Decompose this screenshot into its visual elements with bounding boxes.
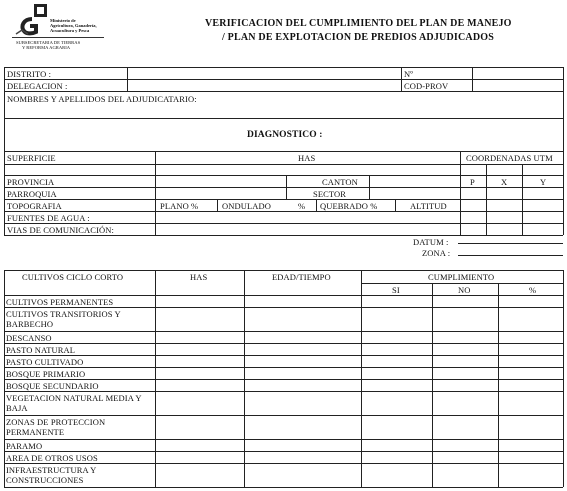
table-row-label: INFRAESTRUCTURA Y CONSTRUCCIONES xyxy=(6,465,97,485)
provincia-field[interactable] xyxy=(156,176,285,187)
sector-label: SECTOR xyxy=(313,189,347,199)
parroquia-label: PARROQUIA xyxy=(7,189,57,199)
parroquia-field[interactable] xyxy=(156,188,285,199)
sub-line-2: Y REFORMA AGRARIA xyxy=(22,45,71,50)
distrito-label: DISTRITO : xyxy=(7,69,52,79)
ministry-emblem-icon xyxy=(14,4,54,38)
vias-field[interactable] xyxy=(156,224,459,235)
page-title-line-1: VERIFICACION DEL CUMPLIMIENTO DEL PLAN DE MANEJO xyxy=(205,18,512,29)
plano-label: PLANO % xyxy=(160,201,199,211)
datum-label: DATUM : xyxy=(413,237,449,247)
ministry-line-3: Acuacultura y Pesca xyxy=(50,28,90,33)
table-row-label: PASTO CULTIVADO xyxy=(6,357,84,367)
numero-field[interactable] xyxy=(473,68,562,79)
altitud-label: ALTITUD xyxy=(410,201,447,211)
numero-label: Nº xyxy=(404,69,413,79)
logo-underline xyxy=(12,37,104,38)
utm-y-label: Y xyxy=(540,177,547,187)
canton-field[interactable] xyxy=(370,176,459,187)
has-label: HAS xyxy=(298,153,316,163)
page-title-line-2: / PLAN DE EXPLOTACION DE PREDIOS ADJUDICADOS xyxy=(222,32,494,43)
table-row-label: ZONAS DE PROTECCION PERMANENTE xyxy=(6,417,106,437)
table-row-label: CULTIVOS PERMANENTES xyxy=(6,297,114,307)
ministry-line-1: Ministerio de xyxy=(50,18,76,23)
superficie-label: SUPERFICIE xyxy=(7,153,56,163)
table-row-label: CULTIVOS TRANSITORIOS Y BARBECHO xyxy=(6,309,121,329)
fuentes-field[interactable] xyxy=(156,212,459,223)
table-row-label: PASTO NATURAL xyxy=(6,345,76,355)
nombres-label: NOMBRES Y APELLIDOS DEL ADJUDICATARIO: xyxy=(7,94,197,104)
ondulado-label: ONDULADO xyxy=(222,201,271,211)
delegacion-label: DELEGACION : xyxy=(7,81,68,91)
table-row-label: PARAMO xyxy=(6,441,43,451)
distrito-field[interactable] xyxy=(128,68,400,79)
fuentes-label: FUENTES DE AGUA : xyxy=(7,213,90,223)
table-row-label: AREA DE OTROS USOS xyxy=(6,453,98,463)
table-row-label: BOSQUE PRIMARIO xyxy=(6,369,86,379)
table-row-label: BOSQUE SECUNDARIO xyxy=(6,381,99,391)
provincia-label: PROVINCIA xyxy=(7,177,55,187)
nombres-field[interactable] xyxy=(6,104,562,117)
crops-col-header-edad: EDAD/TIEMPO xyxy=(272,272,331,282)
diagnostico-heading: DIAGNOSTICO : xyxy=(247,130,323,140)
cod-prov-label: COD-PROV xyxy=(404,81,449,91)
vias-label: VIAS DE COMUNICACIÓN: xyxy=(7,225,114,235)
ministry-line-2: Agricultura, Ganadería, xyxy=(50,23,97,28)
ministry-logo xyxy=(12,4,112,64)
canton-label: CANTON xyxy=(322,177,358,187)
cod-prov-field[interactable] xyxy=(473,80,562,91)
sub-line-1: SUBSECRETARIA DE TIERRAS xyxy=(16,40,81,45)
crops-col-header-no: NO xyxy=(458,285,471,295)
delegacion-field[interactable] xyxy=(128,80,400,91)
sector-field[interactable] xyxy=(370,188,459,199)
utm-p-label: P xyxy=(470,177,475,187)
crops-col-header-cultivos: CULTIVOS CICLO CORTO xyxy=(22,272,124,282)
coordenadas-label: COORDENADAS UTM xyxy=(466,153,553,163)
crops-col-header-pct: % xyxy=(529,285,537,295)
crops-col-header-si: SI xyxy=(392,285,400,295)
ondulado-pct-label: % xyxy=(298,201,306,211)
zona-label: ZONA : xyxy=(422,248,451,258)
crops-col-header-has: HAS xyxy=(190,272,208,282)
quebrado-label: QUEBRADO % xyxy=(320,201,378,211)
crops-col-header-cumplimiento: CUMPLIMIENTO xyxy=(428,272,495,282)
table-row-label: VEGETACION NATURAL MEDIA Y BAJA xyxy=(6,393,142,413)
utm-x-label: X xyxy=(501,177,508,187)
topografia-label: TOPOGRAFIA xyxy=(7,201,62,211)
table-row-label: DESCANSO xyxy=(6,333,52,343)
